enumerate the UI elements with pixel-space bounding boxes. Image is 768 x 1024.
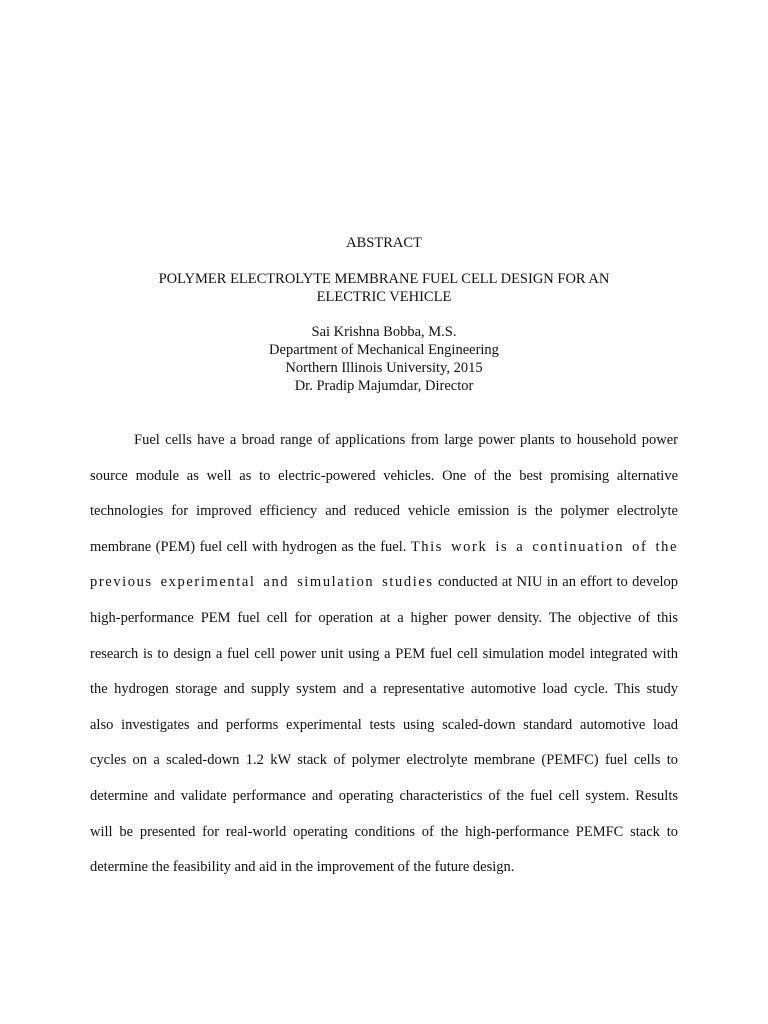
body-line-10: cycles on a scaled-down 1.2 kW stack of polymer electrolyte membrane (PEMFC) fuel cells to (90, 752, 678, 769)
body-line-2: source module as well as to electric-powered vehicles. One of the best promising alternative (90, 467, 678, 484)
author-name: Sai Krishna Bobba, M.S. (311, 324, 457, 340)
body-line-5-part-2: conducted at NIU in an effort to develop (437, 574, 679, 591)
body-line-5 (90, 566, 678, 602)
director-name: Dr. Pradip Majumdar, Director (294, 378, 474, 394)
body-line-8: the hydrogen storage and supply system and a representative automotive load cycle. This study (90, 681, 678, 698)
body-line-4-part-1: membrane (PEM) fuel cell with hydrogen as the fuel. (90, 538, 407, 555)
body-line-12: will be presented for real-world operating conditions of the high-performance PEMFC stack to (90, 823, 678, 840)
university-year: Northern Illinois University, 2015 (285, 360, 483, 376)
body-line-1: Fuel cells have a broad range of applications from large power plants to household power (134, 432, 678, 448)
body-line-4 (90, 531, 678, 567)
department-name: Department of Mechanical Engineering (269, 342, 499, 358)
body-line-13: determine the feasibility and aid in the improvement of the future design. (90, 859, 515, 876)
body-line-11: determine and validate performance and operating characteristics of the fuel cell system. Results (90, 787, 678, 804)
author-info (0, 323, 768, 395)
thesis-title-line-1: POLYMER ELECTROLYTE MEMBRANE FUEL CELL DESIGN FOR AN (158, 271, 610, 287)
abstract-heading: ABSTRACT (346, 235, 422, 251)
abstract-body (90, 424, 678, 887)
thesis-title (0, 270, 768, 306)
body-line-4-part-2: This work is a continuation of the (410, 538, 679, 555)
body-line-3: technologies for improved efficiency and reduced vehicle emission is the polymer electrolyte (90, 503, 678, 520)
body-line-9: also investigates and performs experimental tests using scaled-down standard automotive load (90, 716, 678, 733)
thesis-title-line-2: ELECTRIC VEHICLE (316, 289, 452, 305)
body-line-5-part-1: previous experimental and simulation studies (90, 574, 434, 591)
body-line-7: research is to design a fuel cell power unit using a PEM fuel cell simulation model integrated with (90, 645, 678, 662)
body-line-6: high-performance PEM fuel cell for operation at a higher power density. The objective of this (90, 609, 678, 626)
